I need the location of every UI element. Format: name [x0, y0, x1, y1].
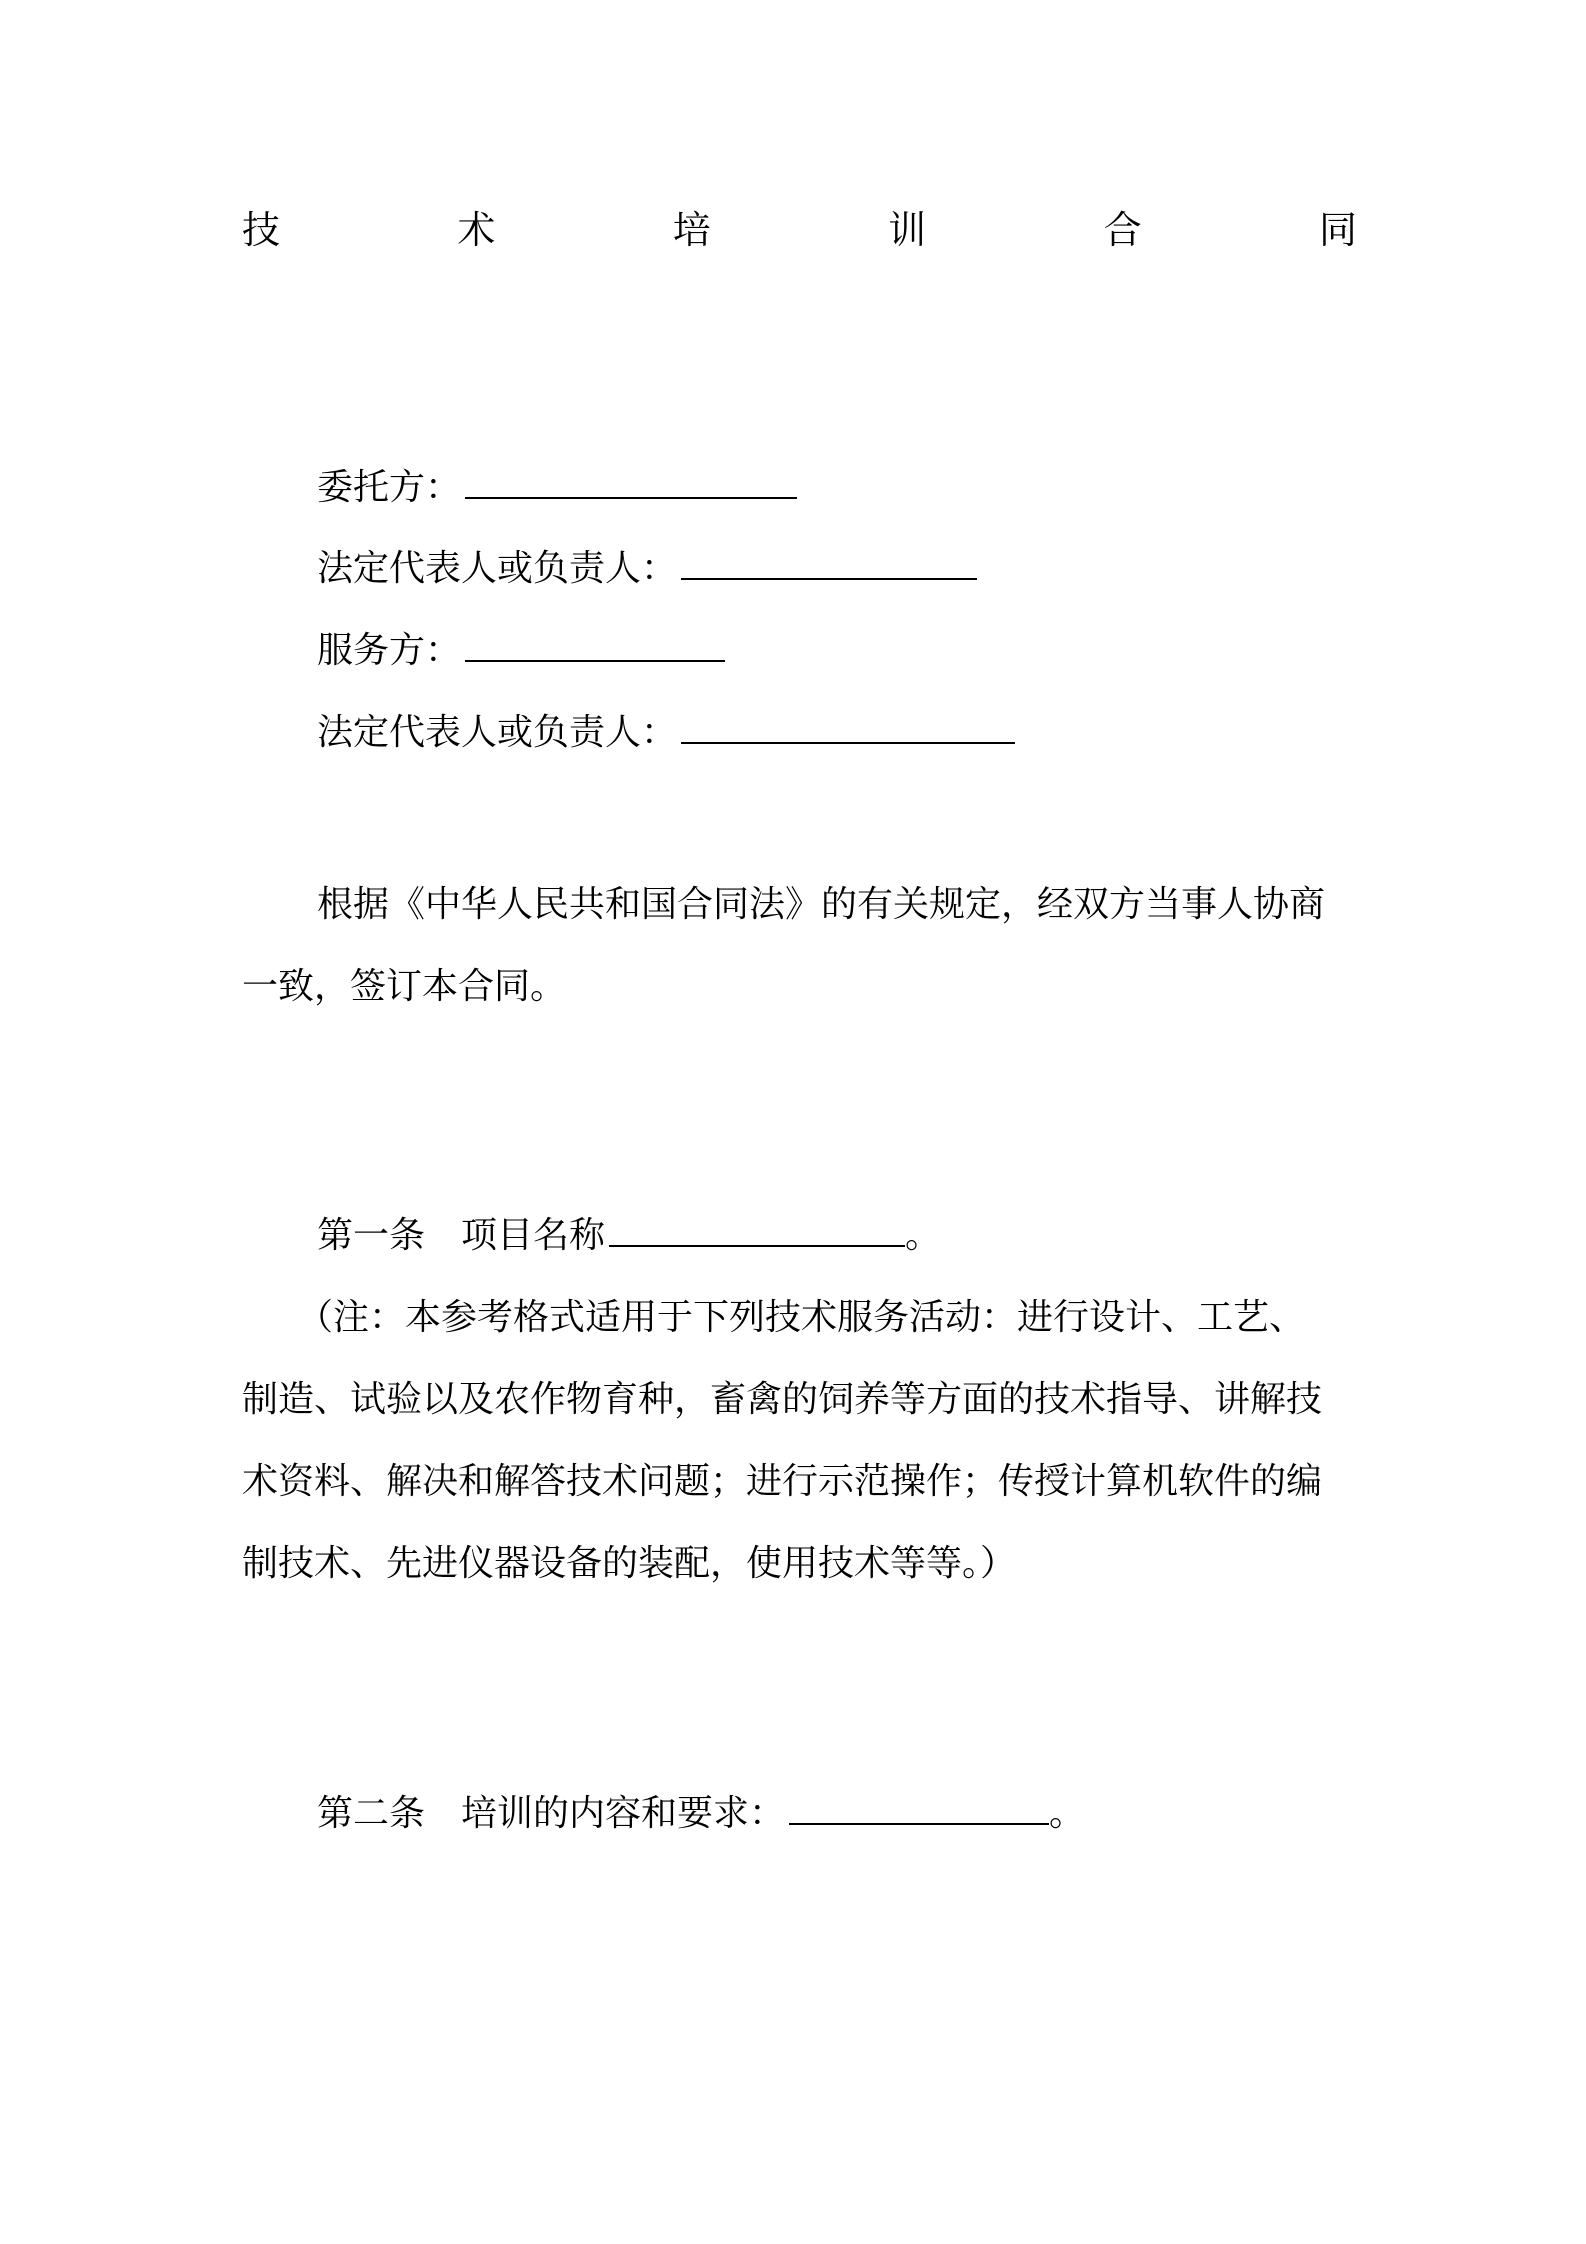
- service-rep-line: [317, 708, 1015, 758]
- service-line: [317, 626, 725, 676]
- article1-label: 项目名称: [461, 1215, 606, 1256]
- article1-note-line-4: 制技术、先进仪器设备的装配，使用技术等等。）: [242, 1543, 1017, 1584]
- article2-end: 。: [1049, 1793, 1086, 1834]
- title-char: 术: [457, 208, 496, 252]
- service-rep-label: 法定代表人或负责人：: [317, 712, 678, 753]
- document-title: [242, 205, 1357, 255]
- client-label: 委托方：: [317, 467, 462, 508]
- article1-note-line-1: （注：本参考格式适用于下列技术服务活动：进行设计、工艺、: [297, 1297, 1306, 1338]
- client-rep-blank[interactable]: [681, 544, 977, 580]
- client-rep-line: [317, 544, 977, 594]
- preamble-line-2: 一致，签订本合同。: [242, 966, 567, 1007]
- title-char: 同: [1318, 208, 1357, 252]
- article1-end: 。: [905, 1215, 942, 1256]
- title-char: 技: [242, 208, 281, 252]
- title-char: 训: [888, 208, 927, 252]
- service-blank[interactable]: [465, 626, 725, 662]
- article2-line: [317, 1789, 1085, 1839]
- client-line: [317, 463, 797, 513]
- article1-note-line-2: 制造、试验以及农作物育种，畜禽的饲养等方面的技术指导、讲解技: [242, 1379, 1323, 1420]
- service-rep-blank[interactable]: [681, 708, 1015, 744]
- article2-heading: 第二条: [317, 1793, 426, 1834]
- article1-note-line-3: 术资料、解决和解答技术问题；进行示范操作；传授计算机软件的编: [242, 1461, 1323, 1502]
- title-char: 培: [672, 208, 711, 252]
- client-rep-label: 法定代表人或负责人：: [317, 548, 678, 589]
- title-char: 合: [1103, 208, 1142, 252]
- article1-blank[interactable]: [609, 1211, 905, 1247]
- client-blank[interactable]: [465, 463, 797, 499]
- preamble-line-1: 根据《中华人民共和国合同法》的有关规定，经双方当事人协商: [317, 884, 1326, 925]
- service-label: 服务方：: [317, 630, 462, 671]
- article1-heading: 第一条: [317, 1215, 426, 1256]
- article2-blank[interactable]: [789, 1789, 1049, 1825]
- article1-line: [317, 1211, 941, 1261]
- article2-label: 培训的内容和要求：: [461, 1793, 786, 1834]
